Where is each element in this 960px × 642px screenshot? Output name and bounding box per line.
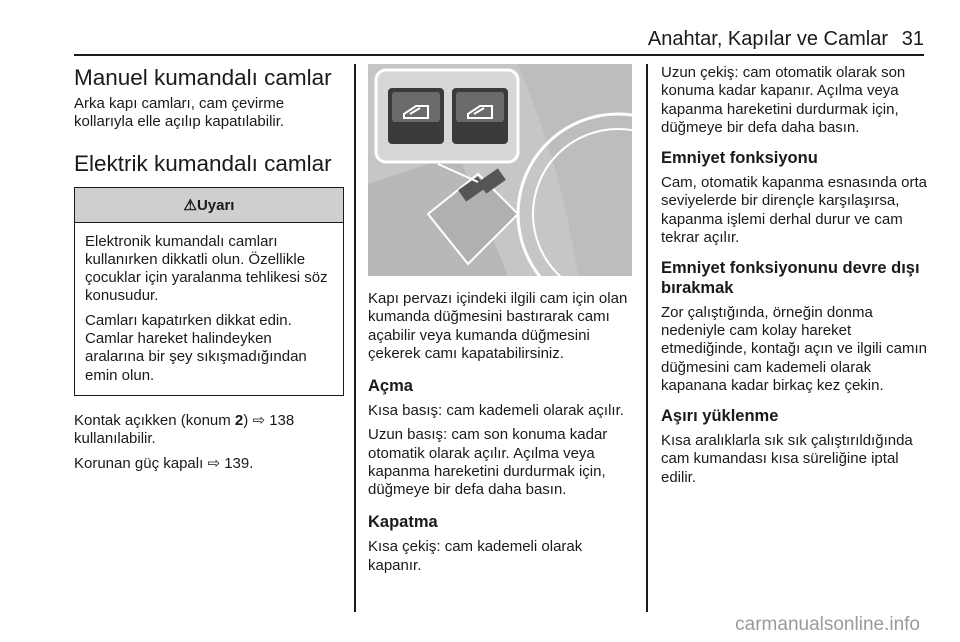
window-switch-illustration [368, 64, 632, 276]
closing-short-text: Kısa çekiş: cam kademeli olarak kapanır. [368, 538, 583, 574]
warning-text: Elektronik kumandalı camları kullanırken dikkatli olun. Özellikle çocuklar için yaralanma tehlikesi söz konusudur. [85, 232, 328, 305]
heading-electric-windows: Elektrik kumandalı camlar [74, 150, 332, 176]
warning-box [74, 187, 344, 396]
page-ref-arrow-icon: ⇨ [207, 454, 221, 472]
page-ref-link[interactable]: 138 [269, 411, 295, 429]
page-ref-link[interactable]: 139. [224, 454, 254, 472]
left-column [74, 64, 344, 479]
middle-column [368, 64, 632, 581]
retained-power-text-part: Korunan güç kapalı [74, 454, 208, 472]
overload-text: Kısa aralıklarla sık sık çalıştırıldığında cam kumandası kısa süreliğine iptal edilir. [661, 432, 913, 486]
manual-windows-text: Arka kapı camları, cam çevirme kollarıyla elle açılıp kapatılabilir. [74, 95, 285, 131]
column-divider [354, 64, 356, 612]
ignition-text [74, 412, 344, 449]
heading-safety-function: Emniyet fonksiyonu [661, 149, 818, 168]
heading-closing: Kapatma [368, 513, 438, 532]
right-column [661, 64, 927, 493]
intro-text: Kapı pervazı içindeki ilgili cam için olan kumanda düğmesini bastırarak camı açabilir veya kumanda düğmesini çekerek camı kapatabilirsiniz. [368, 290, 628, 362]
ignition-position: 2 [234, 411, 244, 429]
watermark: carmanualsonline.info [735, 614, 920, 635]
heading-manual-windows: Manuel kumandalı camlar [74, 65, 332, 90]
opening-long-text: Uzun basış: cam son konuma kadar otomatik olarak açılır. Açılma veya kapanma hareketini durdurmak için, düğmeye bir defa daha basın. [368, 426, 608, 499]
safety-function-text: Cam, otomatik kapanma esnasında orta seviyelerde bir dirençle karşılaşırsa, kapanma işlemi derhal durur ve cam tekrar açılır. [661, 173, 927, 246]
warning-triangle-icon: ⚠ [183, 196, 197, 214]
warning-header [75, 188, 343, 223]
column-divider [646, 64, 648, 612]
heading-overload: Aşırı yüklenme [661, 407, 779, 426]
heading-override-safety: Emniyet fonksiyonunu devre dışı bırakmak [661, 259, 920, 297]
page-ref-arrow-icon: ⇨ [252, 411, 266, 429]
door-switch-image [368, 64, 632, 276]
header-title: Anahtar, Kapılar ve Camlar [647, 28, 888, 50]
page-number: 31 [901, 28, 924, 50]
heading-opening: Açma [368, 377, 413, 396]
warning-text: Camları kapatırken dikkat edin. Camlar hareket halindeyken aralarına bir şey sıkışmadığından emin olun. [85, 311, 307, 384]
ignition-text-part: kullanılabilir. [74, 430, 156, 448]
opening-short-text: Kısa basış: cam kademeli olarak açılır. [368, 401, 624, 419]
warning-body [75, 223, 343, 395]
closing-long-text: Uzun çekiş: cam otomatik olarak son konuma kadar kapanır. Açılma veya kapanma hareketini durdurmak için, düğmeye bir defa daha basın. [661, 64, 906, 136]
warning-title: Uyarı [196, 196, 235, 214]
ignition-text-part: Kontak açıkken (konum [74, 411, 235, 429]
header-rule [74, 54, 924, 56]
override-safety-text: Zor çalıştığında, örneğin donma nedeniyle cam kolay hareket etmediğinde, kontağı açın ve ilgili camın düğmesini cam kademeli olarak kapanana kadar birkaç kez çekin. [661, 303, 927, 394]
retained-power-text [74, 455, 344, 473]
ignition-text-part: ) [243, 411, 253, 429]
